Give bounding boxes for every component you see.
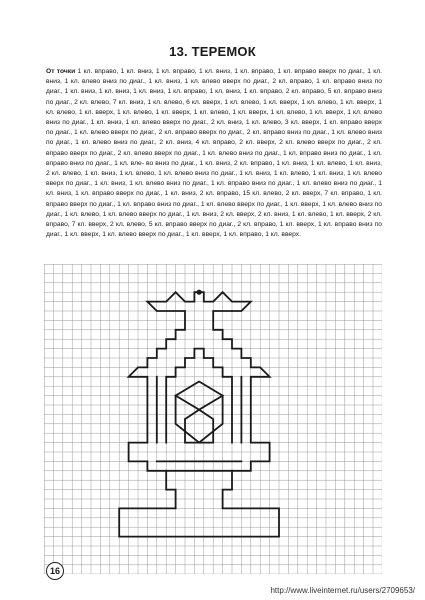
page-number-badge: 16 [46,562,64,580]
grid-svg [44,264,382,574]
lattice-lower [176,396,223,443]
worksheet-title: 13. ТЕРЕМОК [169,44,256,59]
drawing-grid [44,264,382,574]
instructions-body: 1 кл. вправо, 1 кл. вниз, 1 кл. вправо, 1 кл. вниз, 1 кл. вправо, 1 кл. вправо вверх по диаг., 1 кл. вниз, 1 кл. влево вниз по диаг., 1 кл. вниз, 1 кл. влево вверх по диаг., 2 кл. вправо, 1 кл. вправо вниз по диаг., 1 кл. вниз, 1 кл. вниз, 1 кл. вниз, 1 кл. вправо, 1 кл. вниз, 1 кл. вправо, 2 кл. вправо, 5 кл. вправо вниз по диаг., 2 кл. влево, 7 кл. вниз, 1 кл. влево, 6 кл. вверх, 1 кл. влево, 1 кл. вверх, 1 кл. влево, 1 кл. вверх, 1 кл. влево, 1 кл. вверх, 1 кл. влево, 1 кл. вверх, 1 кл. влево, 1 кл. вверх, 1 кл. влево, 1 кл. вверх, 1 кл. влево вниз по диаг., 1 кл. вниз, 1 кл. влево вверх по диаг., 2 кл. вниз, 1 кл. влево, 3 кл. вверх, 1 кл. вправо вверх по диаг., 1 кл. влево вверх по диаг., 2 кл. вправо вверх по диаг., 2 кл. вправо вниз по диаг., 1 кл. влево вниз по диаг., 1 кл. влево вниз по диаг., 2 кл. вниз, 4 кл. вправо, 2 кл. вверх, 2 кл. влево вверх по диаг., 2 кл. вправо вверх по диаг., 2 кл. влево вверх по диаг., 1 кл. влево вниз по диаг., 1 кл. вправо вниз по диаг., 1 кл. вправо вниз по диаг., 1 кл. вле- во вниз по диаг., 1 кл. вниз, 2 кл. вправо, 1 кл. вниз, 1 кл. влево, 1 кл. вниз, 2 кл. влево, 1 кл. вниз, 1 кл. влево, 1 кл. влево вниз по диаг., 1 кл. вниз, 1 кл. влево, 1 кл. вниз, 1 кл. влево вверх по диаг., 1 кл. вниз, 1 кл. влево вниз по диаг., 1 кл. вправо вниз по диаг., 1 кл. влево вниз по диаг., 1 кл. вниз, 1 кл. вправо вверх по диаг., 1 кл. вниз, 2 кл. вправо, 15 кл. влево, 2 кл. вверх, 7 кл. вправо, 1 кл. вправо вверх по диаг., 1 кл. вправо вниз по диаг., 1 кл. влево вверх по диаг., 1 кл. вверх, 1 кл. влево вниз по диаг., 1 кл. влево, 1 кл. влево вверх по диаг., 1 кл. вниз, 2 кл. вверх, 2 кл. вниз, 1 кл. влево, 1 кл. вверх, 2 кл. вправо, 7 кл. вверх, 2 кл. влево, 5 кл. вправо вверх по диаг., 2 кл. вправо, 1 кл. вверх, 1 кл. вправо вниз по диаг., 1 кл. вверх, 1 кл. влево вверх по диаг., 1 кл. вверх, 1 кл. вправо, 1 кл. вверх. [46,68,382,239]
start-point [197,290,202,295]
instructions-lead: От точки [46,68,76,75]
instructions-text [46,67,382,240]
source-url: http://www.liveinternet.ru/users/2709653/ [270,586,415,595]
